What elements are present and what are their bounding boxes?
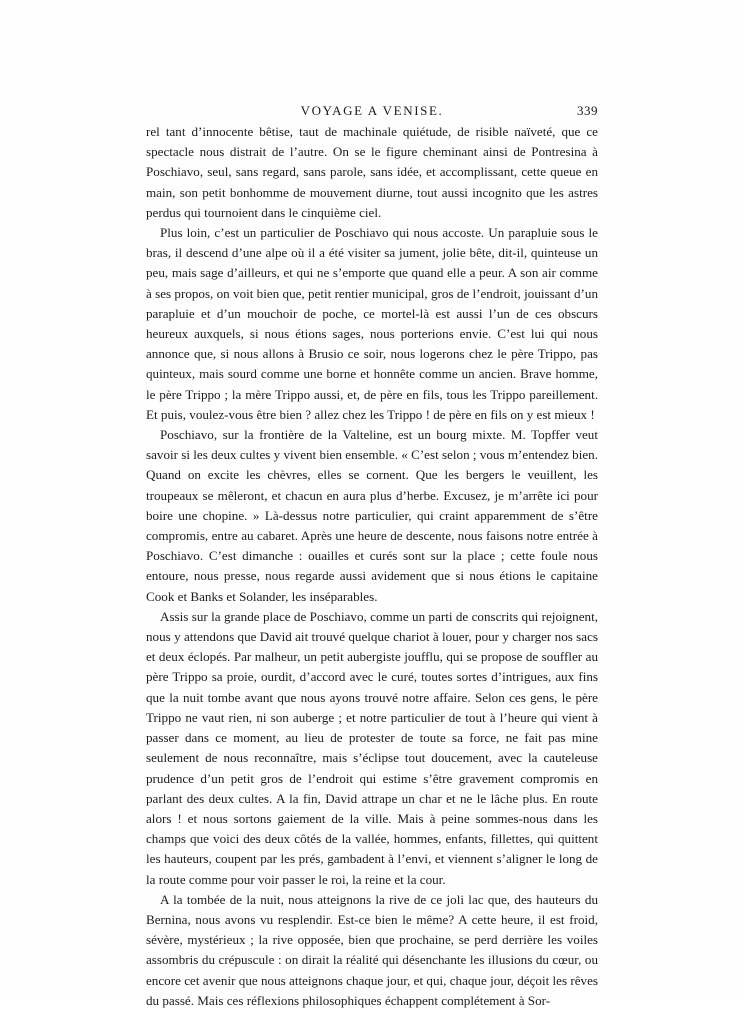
body-text bbox=[146, 122, 598, 1011]
paragraph-1: rel tant d’innocente bêtise, taut de machinale quiétude, de risible naïveté, que ce spectacle nous distrait de l’autre. On se le figure cheminant ainsi de Pontresina à Poschiavo, seul, sans regard, sans parole, sans idée, et accomplissant, cette queue en main, son petit bonhomme de mouvement diurne, tout aussi incognito que les astres perdus qui tournoient dans le cinquième ciel. bbox=[146, 124, 598, 220]
paragraph-5: A la tombée de la nuit, nous atteignons la rive de ce joli lac que, des hauteurs du Bernina, nous avons vu resplendir. Est-ce bien le même? A cette heure, il est froid, sévère, mystérieux ; la rive opposée, bien que prochaine, se perd derrière les voiles assombris du crépuscule : on dirait la réalité qui désenchante les illusions du cœur, ou encore cet avenir que nous atteignons chaque jour, et qui, chaque jour, déçoit les rêves du passé. Mais ces réflexions philosophiques échappent complétement à Sor- bbox=[146, 891, 598, 1008]
running-title: VOYAGE A VENISE. bbox=[300, 103, 444, 118]
page-header bbox=[146, 103, 598, 123]
paragraph-3: Poschiavo, sur la frontière de la Valteline, est un bourg mixte. M. Topffer veut savoir si les deux cultes y vivent bien ensemble. « C’est selon ; vous m’entendez bien. Quand on excite les chèvres, elles se cornent. Que les bergers le veuillent, les troupeaux se mêleront, et chacun en aura plus d’herbe. Excusez, je m’arrête ici pour boire une chopine. » Là-dessus notre particulier, qui craint apparemment de s’être compromis, entre au cabaret. Après une heure de descente, nous faisons notre entrée à Poschiavo. C’est dimanche : ouailles et curés sont sur la place ; cette foule nous entoure, nous presse, nous regarde aussi avidement que si nous étions le capitaine Cook et Banks et Solander, les inséparables. bbox=[146, 427, 598, 604]
paragraph-2: Plus loin, c’est un particulier de Poschiavo qui nous accoste. Un parapluie sous le bras, il descend d’une alpe où il a été visiter sa jument, jolie bête, dit-il, quinteuse un peu, mais sage d’ailleurs, et qui ne s’emporte que quand elle a peur. A son air comme à ses propos, on voit bien que, petit rentier municipal, gros de l’endroit, jouissant d’un parapluie et d’un mouchoir de poche, ce mortel-là est aussi l’un de ces obscurs heureux auxquels, si nous étions sages, nous porterions envie. C’est lui qui nous annonce que, si nous allons à Brusio ce soir, nous logerons chez le père Trippo, pas quinteux, mais sourd comme une borne et honnête comme un ancien. Brave homme, le père Trippo ; la mère Trippo aussi, et, de père en fils, tous les Trippo pareillement. Et puis, voulez-vous être bien ? allez chez les Trippo ! de père en fils on y est mieux ! bbox=[146, 225, 598, 422]
paragraph-4: Assis sur la grande place de Poschiavo, comme un parti de conscrits qui rejoignent, nous y attendons que David ait trouvé quelque chariot à louer, pour y charger nos sacs et deux éclopés. Par malheur, un petit aubergiste joufflu, qui se propose de souffler au père Trippo sa proie, ourdit, d’accord avec le curé, toutes sortes d’intrigues, aux fins que la nuit tombe avant que nous ayons trouvé notre affaire. Selon ces gens, le père Trippo ne vaut rien, ni son auberge ; et notre particulier de tout à l’heure qui vient à passer dans ce moment, au lieu de protester de toute sa force, ne fait pas mine seulement de nous reconnaître, mais s’éclipse tout doucement, avec la cauteleuse prudence d’un petit gros de l’endroit qui estime s’être gravement compromis en parlant des deux cultes. A la fin, David attrape un char et ne le lâche plus. En route alors ! et nous sortons gaiement de la ville. Mais à peine sommes-nous dans les champs que voici des deux côtés de la vallée, hommes, enfants, fillettes, qui quittent les hauteurs, coupent par les prés, gambadent à l’envi, et viennent s’aligner le long de la route comme pour voir passer le roi, la reine et la cour. bbox=[146, 608, 598, 887]
page-number: 339 bbox=[577, 103, 598, 118]
